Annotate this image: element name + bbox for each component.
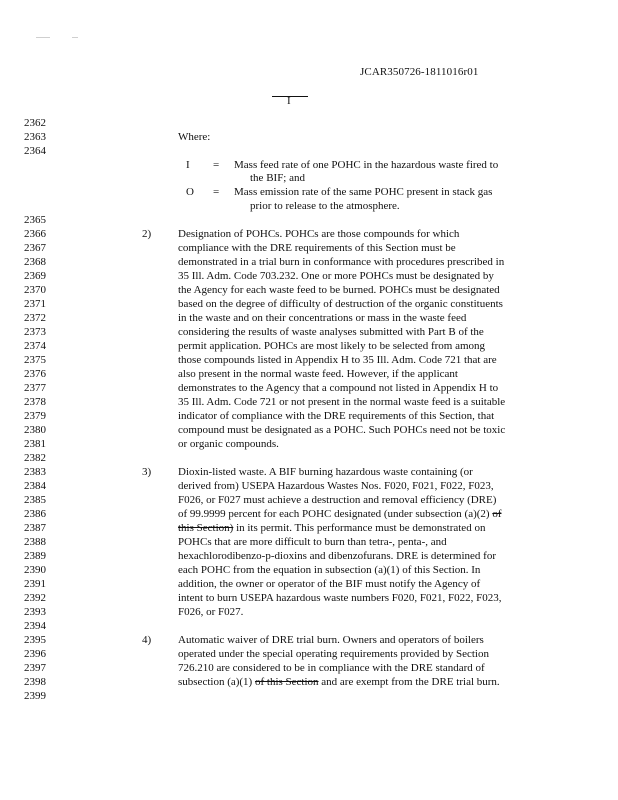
paragraph-line: 726.210 are considered to be in compliance with the DRE standard of [178,662,485,674]
definition-text: the BIF; and [250,172,305,184]
line-number: 2394 [24,620,46,632]
paragraph-line [178,522,485,535]
line-number: 2363 [24,131,46,143]
line-number: 2374 [24,340,46,352]
paragraph-text: in its permit. This performance must be demonstrated on [236,522,486,534]
definition-symbol: I [186,159,190,171]
paragraph-line: derived from) USEPA Hazardous Wastes Nos. F020, F021, F022, F023, [178,480,494,492]
scan-mark [72,37,78,38]
paragraph-text: subsection (a)(1) [178,676,253,688]
line-number: 2371 [24,298,46,310]
paragraph-line: hexachlorodibenzo-p-dioxins and dibenzofurans. DRE is determined for [178,550,496,562]
paragraph-line [178,676,500,689]
paragraph-line: considering the results of waste analyses submitted with Part B of the [178,326,484,338]
line-number: 2379 [24,410,46,422]
paragraph-line: F026, or F027. [178,606,244,618]
line-number: 2375 [24,354,46,366]
line-number: 2395 [24,634,46,646]
paragraph-line: Automatic waiver of DRE trial burn. Owners and operators of boilers [178,634,484,646]
definition-equals: = [213,159,220,171]
line-number: 2385 [24,494,46,506]
line-number: 2392 [24,592,46,604]
line-number: 2386 [24,508,46,520]
item-number: 4) [142,634,152,646]
fraction-denominator: I [287,95,291,107]
paragraph-line: 35 Ill. Adm. Code 703.232. One or more POHCs must be designated by [178,270,494,282]
struck-text: of [492,508,502,520]
item-number: 3) [142,466,152,478]
paragraph-line: Dioxin-listed waste. A BIF burning hazardous waste containing (or [178,466,473,478]
line-number: 2387 [24,522,46,534]
document-code: JCAR350726-1811016r01 [360,66,479,78]
line-number: 2398 [24,676,46,688]
line-number: 2382 [24,452,46,464]
paragraph-line: those compounds listed in Appendix H to 35 Ill. Adm. Code 721 that are [178,354,497,366]
paragraph-line: each POHC from the equation in subsection (a)(1) of this Section. In [178,564,481,576]
paragraph-line: 35 Ill. Adm. Code 721 or not present in the normal waste feed is a suitable [178,396,506,408]
item-number: 2) [142,228,152,240]
line-number: 2384 [24,480,46,492]
line-number: 2383 [24,466,46,478]
line-number: 2378 [24,396,46,408]
line-number: 2367 [24,242,46,254]
scan-mark [36,37,50,38]
line-number: 2365 [24,214,46,226]
paragraph-line: Designation of POHCs. POHCs are those compounds for which [178,228,460,240]
line-number: 2381 [24,438,46,450]
definition-equals: = [213,186,220,198]
line-number: 2368 [24,256,46,268]
line-number: 2399 [24,690,46,702]
paragraph-line: indicator of compliance with the DRE requirements of this Section, that [178,410,495,422]
line-number: 2373 [24,326,46,338]
paragraph-line: compound must be designated as a POHC. Such POHCs need not be toxic [178,424,506,436]
definition-text: Mass emission rate of the same POHC present in stack gas [234,186,493,198]
line-number: 2369 [24,270,46,282]
line-number: 2397 [24,662,46,674]
paragraph-line: addition, the owner or operator of the BIF must notify the Agency of [178,578,481,590]
line-number: 2366 [24,228,46,240]
line-number: 2380 [24,424,46,436]
where-label: Where: [178,131,211,143]
definition-text: prior to release to the atmosphere. [250,200,400,212]
paragraph-line: also present in the normal waste feed. However, if the applicant [178,368,458,380]
line-number: 2370 [24,284,46,296]
line-number: 2377 [24,382,46,394]
paragraph-line: operated under the special operating requirements provided by Section [178,648,489,660]
line-number: 2376 [24,368,46,380]
line-number: 2388 [24,536,46,548]
paragraph-line: compliance with the DRE requirements of this Section must be [178,242,456,254]
line-number: 2396 [24,648,46,660]
paragraph-line: demonstrated in a trial burn in conformance with procedures prescribed in [178,256,505,268]
struck-text: of this Section [254,676,319,688]
paragraph-line: the Agency for each waste feed to be burned. POHCs must be designated [178,284,500,296]
paragraph-line: or organic compounds. [178,438,279,450]
line-number: 2389 [24,550,46,562]
paragraph-line: POHCs that are more difficult to burn than tetra-, penta-, and [178,536,447,548]
paragraph-line: intent to burn USEPA hazardous waste numbers F020, F021, F022, F023, [178,592,502,604]
line-number: 2362 [24,117,46,129]
struck-text: this Section) [178,522,234,534]
definition-symbol: O [186,186,194,198]
paragraph-text: and are exempt from the DRE trial burn. [321,676,500,688]
paragraph-line: permit application. POHCs are most likely to be selected from among [178,340,486,352]
paragraph-line: based on the degree of difficulty of destruction of the organic constituents [178,298,503,310]
line-number: 2364 [24,145,46,157]
paragraph-line [178,508,502,521]
line-number: 2393 [24,606,46,618]
paragraph-line: F026, or F027 must achieve a destruction and removal efficiency (DRE) [178,494,497,506]
line-number: 2372 [24,312,46,324]
paragraph-text: of 99.9999 percent for each POHC designated (under subsection (a)(2) [178,508,490,520]
line-number: 2390 [24,564,46,576]
paragraph-line: demonstrates to the Agency that a compound not listed in Appendix H to [178,382,499,394]
line-number: 2391 [24,578,46,590]
paragraph-line: in the waste and on their concentrations or mass in the waste feed [178,312,467,324]
definition-text: Mass feed rate of one POHC in the hazardous waste fired to [234,159,499,171]
